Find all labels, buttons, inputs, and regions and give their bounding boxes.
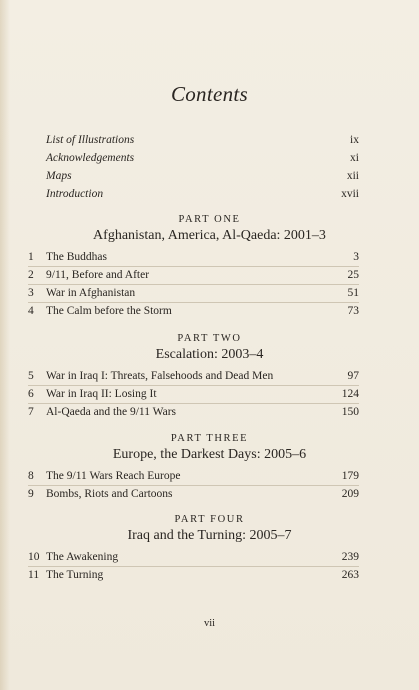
chapter-page: 179: [341, 470, 359, 482]
chapter-title: The 9/11 Wars Reach Europe: [46, 470, 181, 482]
chapter-title: War in Afghanistan: [46, 287, 136, 299]
chapter-page: 73: [347, 305, 359, 317]
chapter-row: [28, 566, 359, 584]
chapter-number: 5: [28, 370, 34, 382]
part-label: PART ONE: [178, 214, 241, 225]
chapter-number: 11: [28, 569, 40, 581]
chapter-title: War in Iraq I: Threats, Falsehoods and Dead Men: [46, 370, 274, 382]
chapter-number: 9: [28, 488, 34, 500]
chapter-row: [28, 284, 359, 302]
chapter-page: 97: [347, 370, 359, 382]
part-title: Escalation: 2003–4: [155, 347, 264, 362]
entry-page: xi: [350, 152, 359, 164]
chapter-page: 124: [341, 388, 359, 400]
chapter-row: [28, 367, 359, 385]
front-matter-row: [28, 149, 359, 167]
chapter-row: [28, 302, 359, 320]
chapter-number: 1: [28, 251, 34, 263]
chapter-row: [28, 385, 359, 403]
front-matter-row: [28, 131, 359, 149]
chapter-number: 7: [28, 406, 34, 418]
entry-title: Maps: [46, 170, 72, 182]
entry-title: Introduction: [46, 188, 104, 200]
chapter-number: 2: [28, 269, 34, 281]
chapter-title: The Calm before the Storm: [46, 305, 172, 317]
chapter-title: The Buddhas: [46, 251, 108, 263]
part-label: PART TWO: [177, 333, 242, 344]
entry-title: Acknowledgements: [46, 152, 135, 164]
chapter-title: Bombs, Riots and Cartoons: [46, 488, 173, 500]
entry-page: ix: [350, 134, 359, 146]
chapter-page: 25: [347, 269, 359, 281]
chapter-title: 9/11, Before and After: [46, 269, 150, 281]
chapter-page: 51: [347, 287, 359, 299]
chapter-row: [28, 266, 359, 284]
chapter-page: 3: [353, 251, 359, 263]
chapter-number: 6: [28, 388, 34, 400]
part-label: PART THREE: [170, 433, 249, 444]
front-matter-row: [28, 185, 359, 203]
chapter-title: The Turning: [46, 569, 104, 581]
chapter-number: 10: [28, 551, 40, 563]
chapter-number: 4: [28, 305, 34, 317]
chapter-number: 8: [28, 470, 34, 482]
chapter-title: Al-Qaeda and the 9/11 Wars: [46, 406, 177, 418]
part-title: Europe, the Darkest Days: 2005–6: [112, 447, 307, 462]
chapter-page: 209: [341, 488, 359, 500]
page-number: vii: [203, 618, 216, 629]
chapter-row: [28, 548, 359, 566]
chapter-title: War in Iraq II: Losing It: [46, 388, 157, 400]
entry-title: List of Illustrations: [46, 134, 135, 146]
front-matter-row: [28, 167, 359, 185]
chapter-row: [28, 248, 359, 266]
chapter-page: 263: [341, 569, 359, 581]
chapter-page: 239: [341, 551, 359, 563]
contents-heading: Contents: [170, 82, 249, 106]
chapter-page: 150: [341, 406, 359, 418]
chapter-title: The Awakening: [46, 551, 119, 563]
chapter-row: [28, 467, 359, 485]
part-title: Iraq and the Turning: 2005–7: [127, 528, 292, 543]
part-label: PART FOUR: [174, 514, 245, 525]
chapter-row: [28, 485, 359, 503]
chapter-row: [28, 403, 359, 421]
chapter-number: 3: [28, 287, 34, 299]
entry-page: xii: [346, 170, 359, 182]
entry-page: xvii: [341, 188, 359, 200]
part-title: Afghanistan, America, Al-Qaeda: 2001–3: [93, 228, 326, 243]
